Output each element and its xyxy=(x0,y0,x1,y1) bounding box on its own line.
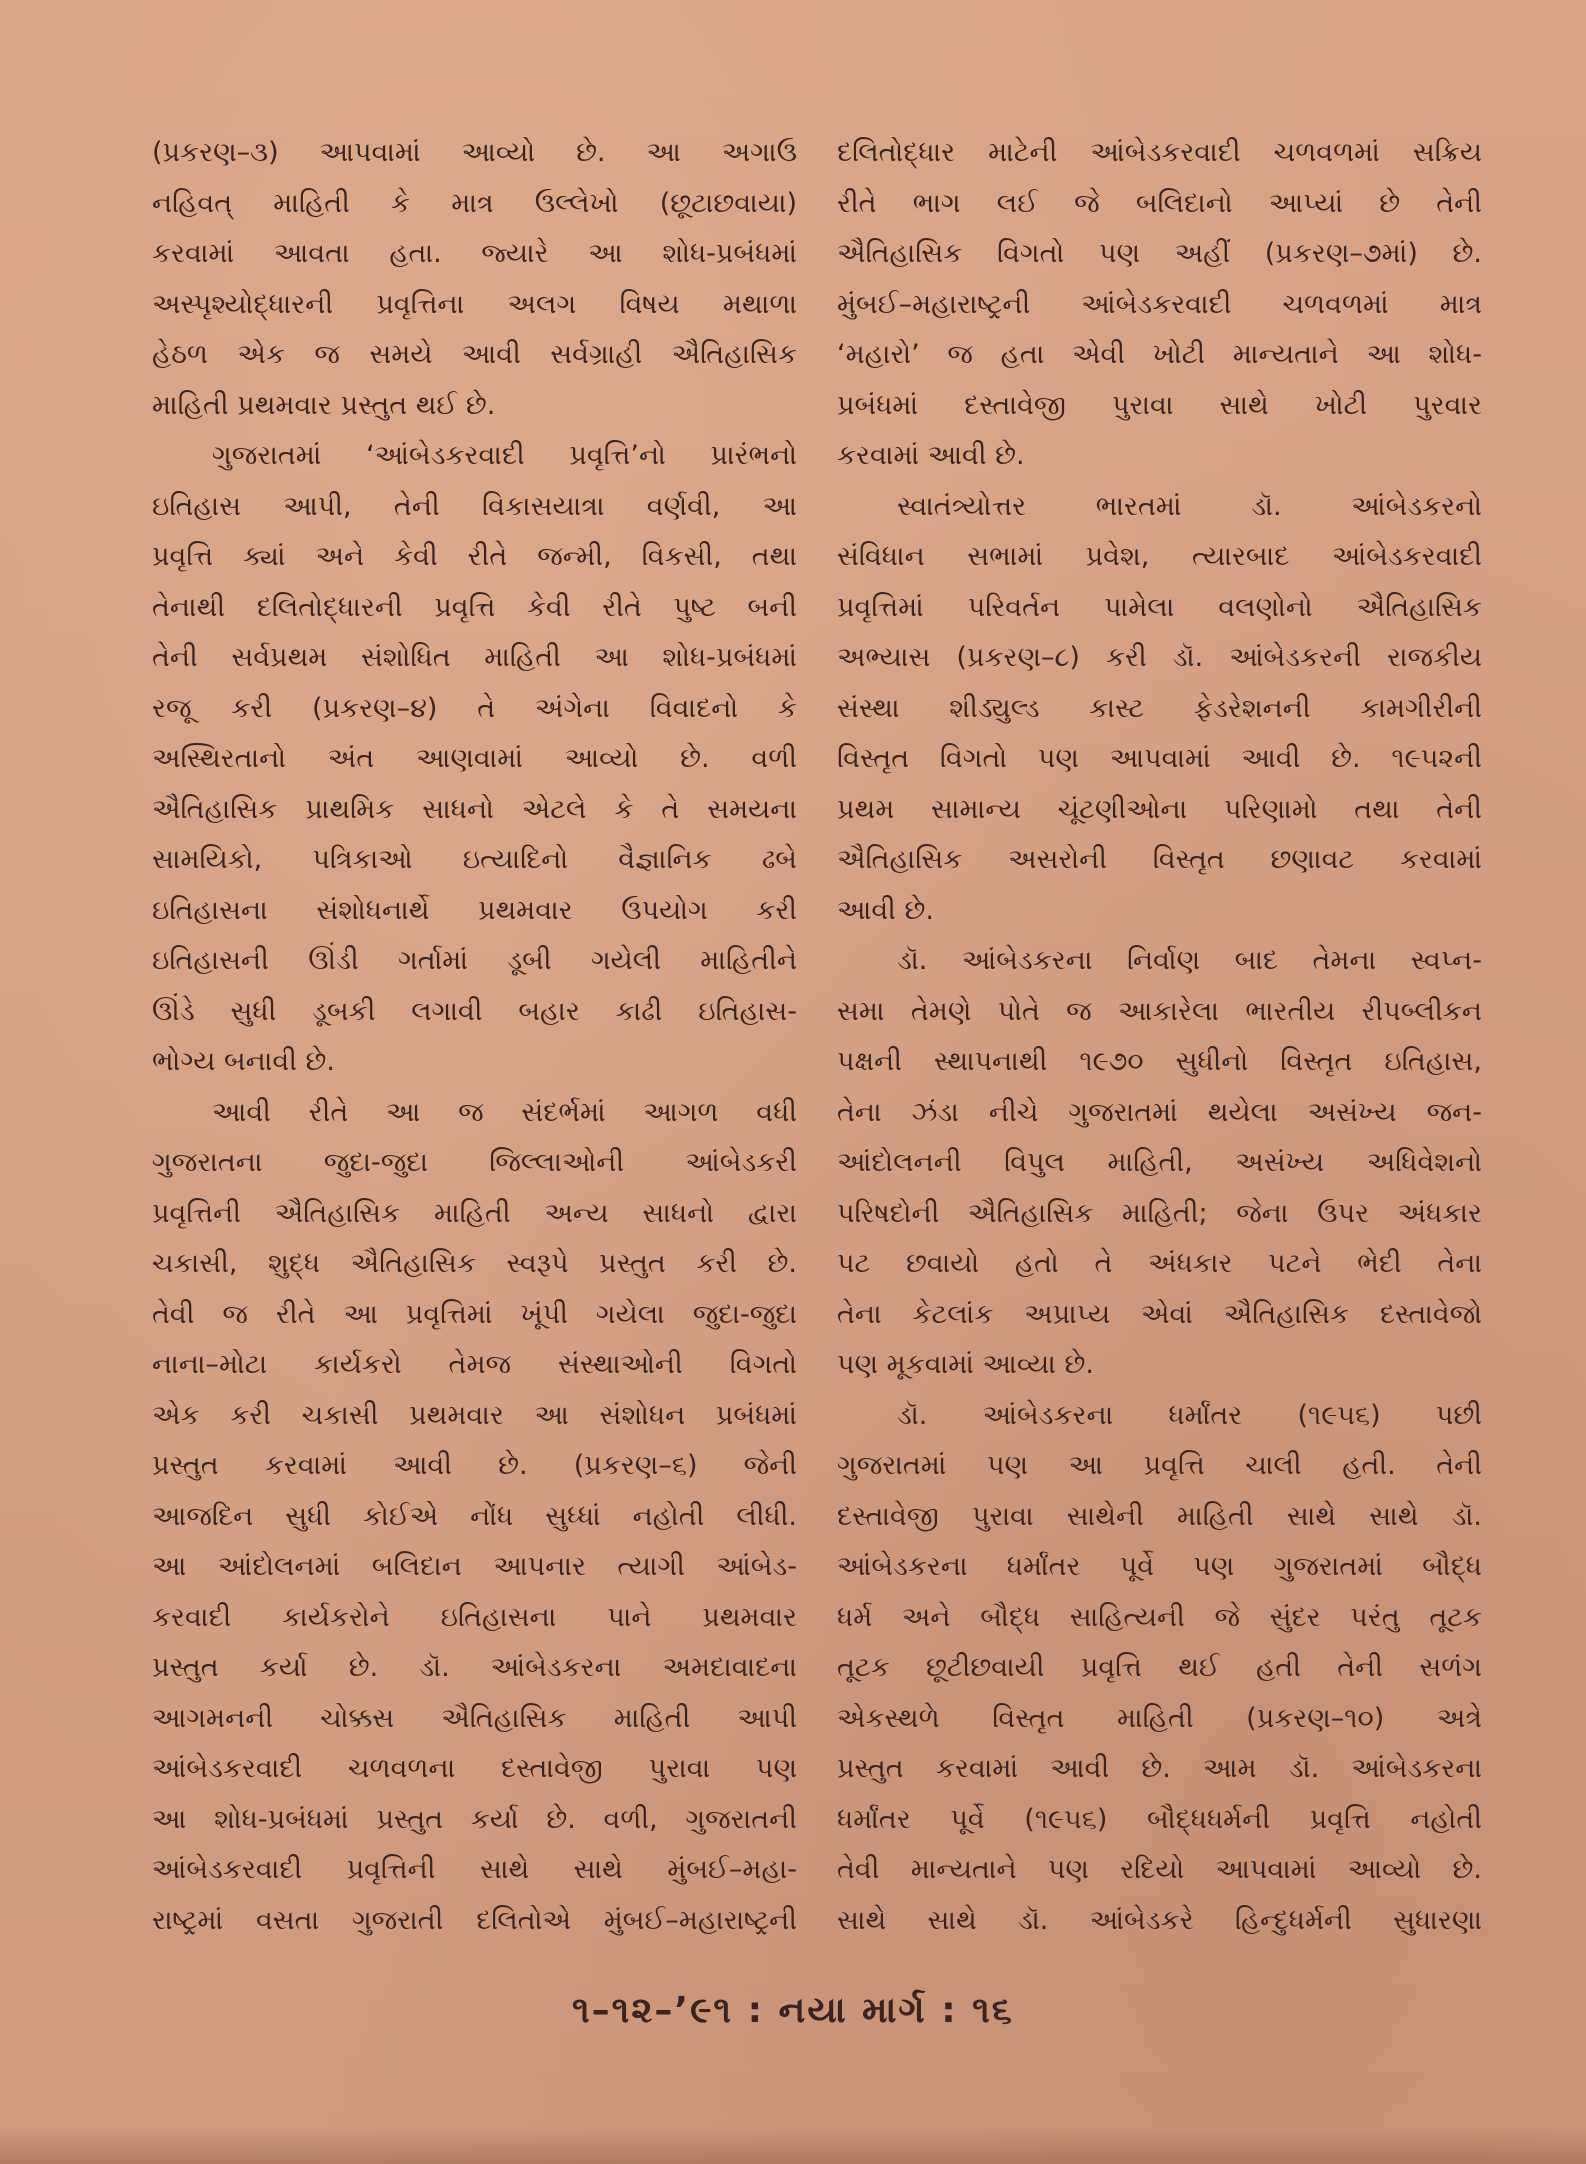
text-line: તેવી માન્યતાને પણ રદિયો આપવામાં આવ્યો છે. xyxy=(837,1854,1482,1885)
text-line: માહિતી પ્રથમવાર પ્રસ્તુત થઈ છે. xyxy=(152,389,496,421)
text-line: પ્રવૃત્તિ ક્યાં અને કેવી રીતે જન્મી, વિકસી, તથા xyxy=(152,541,797,572)
text-line: ઊંડે સુધી ડૂબકી લગાવી બહાર કાઢી ઇતિહાસ- xyxy=(152,995,797,1027)
text-line: ડૉ. આંબેડકરના નિર્વાણ બાદ તેમના સ્વપ્ન- xyxy=(897,945,1482,976)
text-line: ગુજરાતમાં પણ આ પ્રવૃત્તિ ચાલી હતી. તેની xyxy=(837,1450,1482,1481)
text-line: આવી છે. xyxy=(837,894,934,926)
text-line: પ્રસ્તુત કરવામાં આવી છે. (પ્રકરણ–૬) જેની xyxy=(152,1450,797,1481)
page-bottom-edge xyxy=(0,2128,1586,2164)
text-line: પ્રવૃત્તિમાં પરિવર્તન પામેલા વલણોનો ઐતિહાસિક xyxy=(837,591,1482,623)
text-line: પક્ષની સ્થાપનાથી ૧૯૭૦ સુધીનો વિસ્તૃત ઇતિહાસ, xyxy=(837,1046,1482,1077)
text-line: તેવી જ રીતે આ પ્રવૃત્તિમાં ખૂંપી ગયેલા જુદા-જુદા xyxy=(152,1298,797,1330)
text-line: અભ્યાસ (પ્રકરણ–૮) કરી ડૉ. આંબેડકરની રાજકીય xyxy=(837,642,1482,673)
left-column xyxy=(152,128,797,1948)
text-line: આ શોધ-પ્રબંધમાં પ્રસ્તુત કર્યા છે. વળી, ગુજરાતની xyxy=(152,1803,797,1835)
text-line: તેના કેટલાંક અપ્રાપ્ય એવાં ઐતિહાસિક દસ્તાવેજો xyxy=(837,1298,1482,1330)
text-line: સાથે સાથે ડૉ. આંબેડકરે હિન્દુધર્મની સુધારણા xyxy=(837,1904,1482,1936)
text-line: રાષ્ટ્રમાં વસતા ગુજરાતી દલિતોએ મુંબઈ–મહારાષ્ટ્રની xyxy=(152,1904,797,1936)
text-line: ઐતિહાસિક પ્રાથમિક સાધનો એટલે કે તે સમયના xyxy=(152,793,797,825)
text-line: પણ મૂકવામાં આવ્યા છે. xyxy=(837,1349,1094,1380)
text-line: મુંબઈ–મહારાષ્ટ્રની આંબેડકરવાદી ચળવળમાં માત્ર xyxy=(837,288,1482,320)
text-line: કરવામાં આવતા હતા. જ્યારે આ શોધ-પ્રબંધમાં xyxy=(152,238,797,269)
text-line: આંબેડકરવાદી ચળવળના દસ્તાવેજી પુરાવા પણ xyxy=(152,1753,797,1784)
two-column-body xyxy=(152,128,1482,1948)
text-line: ‘મહારો’ જ હતા એવી ખોટી માન્યતાને આ શોધ- xyxy=(837,339,1482,370)
text-line: આવી રીતે આ જ સંદર્ભમાં આગળ વધી xyxy=(212,1096,797,1128)
text-line: રીતે ભાગ લઈ જે બલિદાનો આપ્યાં છે તેની xyxy=(837,187,1482,219)
text-line: આંબેડકરવાદી પ્રવૃત્તિની સાથે સાથે મુંબઈ–મહા- xyxy=(152,1854,797,1885)
text-line: પટ છવાયો હતો તે અંધકાર પટને ભેદી તેના xyxy=(837,1248,1482,1279)
text-line: આંદોલનની વિપુલ માહિતી, અસંખ્ય અધિવેશનો xyxy=(837,1147,1482,1178)
text-line: સંસ્થા શીડ્યુલ્ડ કાસ્ટ ફેડરેશનની કામગીરીની xyxy=(837,692,1482,724)
text-line: ઐતિહાસિક અસરોની વિસ્તૃત છણાવટ કરવામાં xyxy=(837,844,1482,875)
text-line: તૂટક છૂટીછવાયી પ્રવૃત્તિ થઈ હતી તેની સળંગ xyxy=(837,1652,1482,1683)
text-line: ગુજરાતમાં ‘આંબેડકરવાદી પ્રવૃત્તિ’નો પ્રારંભનો xyxy=(212,440,797,471)
text-line: એક કરી ચકાસી પ્રથમવાર આ સંશોધન પ્રબંધમાં xyxy=(152,1399,797,1431)
text-line: ગુજરાતના જુદા-જુદા જિલ્લાઓની આંબેડકરી xyxy=(152,1147,797,1178)
text-line: દસ્તાવેજી પુરાવા સાથેની માહિતી સાથે સાથે ડૉ. xyxy=(837,1500,1482,1532)
text-line: નહિવત્ માહિતી કે માત્ર ઉલ્લેખો (છૂટાછવાયા) xyxy=(152,187,797,219)
text-line: સંવિધાન સભામાં પ્રવેશ, ત્યારબાદ આંબેડકરવાદી xyxy=(837,541,1482,572)
text-line: ઇતિહાસના સંશોધનાર્થે પ્રથમવાર ઉપયોગ કરી xyxy=(152,894,797,926)
text-line: તેનાથી દલિતોદ્ધારની પ્રવૃત્તિ કેવી રીતે પુષ્ટ બની xyxy=(152,591,797,623)
text-line: તેની સર્વપ્રથમ સંશોધિત માહિતી આ શોધ-પ્રબંધમાં xyxy=(152,642,797,673)
text-line: કરવામાં આવી છે. xyxy=(837,440,1025,471)
text-line: ડૉ. આંબેડકરના ધર્માંતર (૧૯૫૬) પછી xyxy=(897,1399,1482,1431)
text-line: અસ્થિરતાનો અંત આણવામાં આવ્યો છે. વળી xyxy=(152,743,797,774)
text-line: ધર્મ અને બૌદ્ધ સાહિત્યની જે સુંદર પરંતુ તૂટક xyxy=(837,1601,1482,1633)
text-line: ઐતિહાસિક વિગતો પણ અહીં (પ્રકરણ–૭માં) છે. xyxy=(837,238,1482,269)
text-line: ઇતિહાસની ઊંડી ગર્તામાં ડૂબી ગયેલી માહિતીને xyxy=(152,945,797,976)
text-line: ઇતિહાસ આપી, તેની વિકાસયાત્રા વર્ણવી, આ xyxy=(152,490,797,522)
text-line: હેઠળ એક જ સમયે આવી સર્વગ્રાહી ઐતિહાસિક xyxy=(152,339,797,370)
text-line: પ્રબંધમાં દસ્તાવેજી પુરાવા સાથે ખોટી પુરવાર xyxy=(837,389,1482,421)
text-line: એકસ્થળે વિસ્તૃત માહિતી (પ્રકરણ–૧૦) અત્રે xyxy=(837,1702,1482,1734)
text-line: દલિતોદ્ધાર માટેની આંબેડકરવાદી ચળવળમાં સક્રિય xyxy=(837,137,1482,168)
text-line: ચકાસી, શુદ્ધ ઐતિહાસિક સ્વરૂપે પ્રસ્તુત કરી છે. xyxy=(152,1248,797,1279)
text-line: પ્રવૃત્તિની ઐતિહાસિક માહિતી અન્ય સાધનો દ્વારા xyxy=(152,1197,797,1229)
text-line: સામયિકો, પત્રિકાઓ ઇત્યાદિનો વૈજ્ઞાનિક ઢબે xyxy=(152,844,797,875)
text-line: સ્વાતંત્ર્યોત્તર ભારતમાં ડૉ. આંબેડકરનો xyxy=(897,490,1482,522)
page-footer: ૧–૧૨–’૯૧ : નયા માર્ગ : ૧૬ xyxy=(572,1990,1014,2031)
text-line: અસ્પૃશ્યોદ્ધારની પ્રવૃત્તિના અલગ વિષય મથાળા xyxy=(152,288,797,320)
right-column xyxy=(837,128,1482,1948)
text-line: નાના–મોટા કાર્યકરો તેમજ સંસ્થાઓની વિગતો xyxy=(152,1349,797,1380)
text-line: આંબેડકરના ધર્માંતર પૂર્વે પણ ગુજરાતમાં બૌદ્ધ xyxy=(837,1551,1482,1582)
text-line: આગમનની ચોક્કસ ઐતિહાસિક માહિતી આપી xyxy=(152,1702,797,1734)
text-line: પરિષદોની ઐતિહાસિક માહિતી; જેના ઉપર અંધકાર xyxy=(837,1197,1482,1229)
text-line: વિસ્તૃત વિગતો પણ આપવામાં આવી છે. ૧૯૫૨ની xyxy=(837,743,1482,774)
text-line: સમા તેમણે પોતે જ આકારેલા ભારતીય રીપબ્લીકન xyxy=(837,995,1482,1027)
text-line: પ્રસ્તુત કરવામાં આવી છે. આમ ડૉ. આંબેડકરના xyxy=(837,1753,1482,1784)
text-line: પ્રથમ સામાન્ય ચૂંટણીઓના પરિણામો તથા તેની xyxy=(837,793,1482,825)
text-line: આ આંદોલનમાં બલિદાન આપનાર ત્યાગી આંબેડ- xyxy=(152,1551,797,1582)
text-line: પ્રસ્તુત કર્યા છે. ડૉ. આંબેડકરના અમદાવાદના xyxy=(152,1652,797,1683)
text-line: તેના ઝંડા નીચે ગુજરાતમાં થયેલા અસંખ્ય જન- xyxy=(837,1096,1482,1128)
text-line: આજદિન સુધી કોઈએ નોંધ સુધ્ધાં નહોતી લીધી. xyxy=(152,1500,797,1532)
text-line: કરવાદી કાર્યકરોને ઇતિહાસના પાને પ્રથમવાર xyxy=(152,1601,797,1633)
text-line: ભોગ્ય બનાવી છે. xyxy=(152,1046,335,1077)
text-line: રજૂ કરી (પ્રકરણ–૪) તે અંગેના વિવાદનો કે xyxy=(152,692,797,724)
text-line: (પ્રકરણ–૩) આપવામાં આવ્યો છે. આ અગાઉ xyxy=(152,137,797,168)
text-line: ધર્માંતર પૂર્વે (૧૯૫૬) બૌદ્ધધર્મની પ્રવૃત્તિ નહોતી xyxy=(837,1803,1482,1835)
